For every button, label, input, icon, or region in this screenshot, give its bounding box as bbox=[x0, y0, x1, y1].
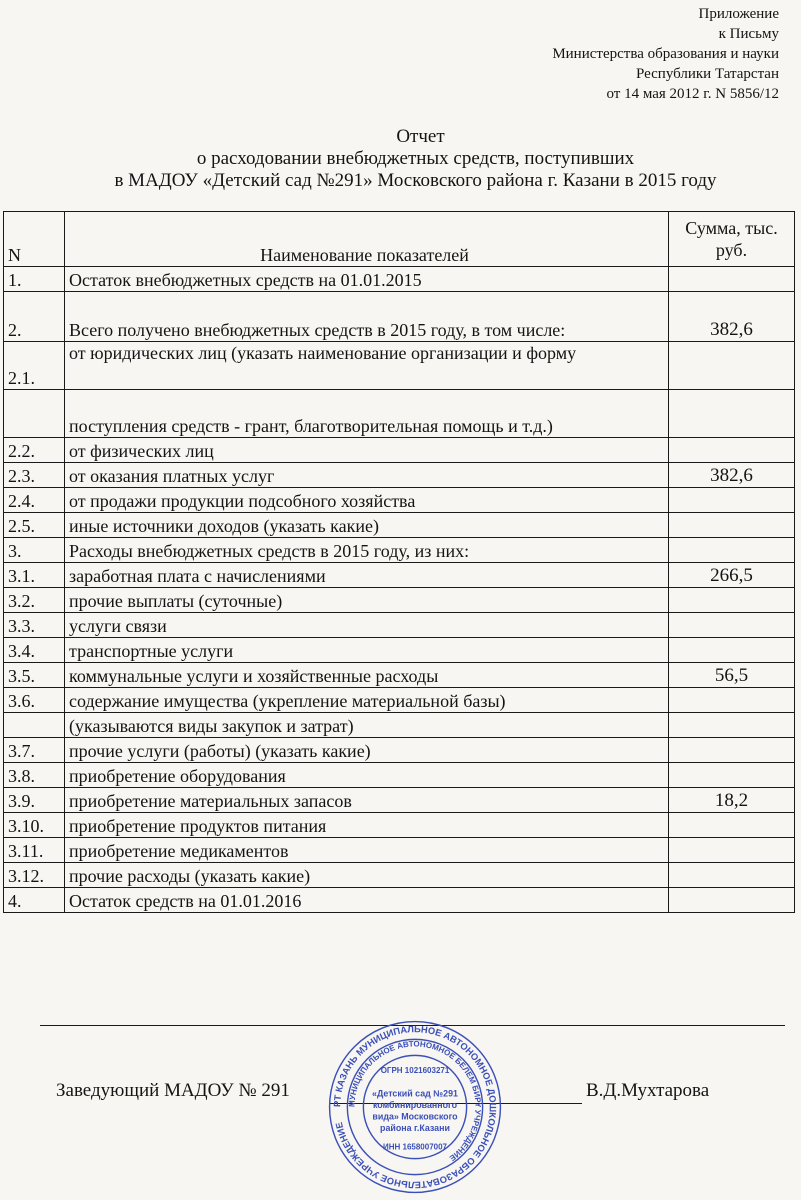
row-value bbox=[669, 588, 795, 613]
stamp-ogrn: ОГРН 1021603271 bbox=[380, 1066, 450, 1076]
row-value bbox=[669, 488, 795, 513]
row-value bbox=[669, 613, 795, 638]
table-row bbox=[4, 888, 795, 913]
row-label: приобретение медикаментов bbox=[65, 838, 669, 863]
row-number: 3.9. bbox=[4, 788, 65, 813]
appendix-line: к Письму bbox=[718, 26, 779, 42]
signer-name: В.Д.Мухтарова bbox=[586, 1080, 710, 1101]
row-number: 3.2. bbox=[4, 588, 65, 613]
table-row bbox=[4, 713, 795, 738]
row-value bbox=[669, 838, 795, 863]
row-label: прочие услуги (работы) (указать какие) bbox=[65, 738, 669, 763]
appendix-line: от 14 мая 2012 г. N 5856/12 bbox=[606, 86, 779, 102]
stamp-center-line: комбинированного bbox=[372, 1099, 458, 1110]
table-row bbox=[4, 838, 795, 863]
stamp-inner-text: МУНИЦИПАЛЬНОЕ АВТОНОМНОЕ БЕЛЕМ БИРҮ УЧРЕЖДЕНИЕ bbox=[347, 1039, 483, 1163]
table-row bbox=[4, 488, 795, 513]
stamp-center-line: района г.Казани bbox=[380, 1123, 450, 1134]
header-name: Наименование показателей bbox=[65, 212, 669, 267]
row-label: приобретение оборудования bbox=[65, 763, 669, 788]
row-number: 3.3. bbox=[4, 613, 65, 638]
row-label: поступления средств - грант, благотворительная помощь и т.д.) bbox=[65, 390, 669, 438]
stamp-inn: ИНН 1658007007 bbox=[382, 1142, 448, 1152]
row-number: 3.5. bbox=[4, 663, 65, 688]
table-row bbox=[4, 788, 795, 813]
row-value bbox=[669, 390, 795, 438]
table-header-row bbox=[4, 212, 795, 267]
row-number: 3.11. bbox=[4, 838, 65, 863]
appendix-line: Министерства образования и науки bbox=[552, 46, 779, 62]
row-label: Остаток средств на 01.01.2016 bbox=[65, 888, 669, 913]
table-row bbox=[4, 463, 795, 488]
row-value bbox=[669, 888, 795, 913]
table-row bbox=[4, 738, 795, 763]
row-label: прочие выплаты (суточные) bbox=[65, 588, 669, 613]
row-value bbox=[669, 438, 795, 463]
table-row bbox=[4, 438, 795, 463]
row-value bbox=[669, 863, 795, 888]
row-number: 2.3. bbox=[4, 463, 65, 488]
table-row bbox=[4, 663, 795, 688]
table-row bbox=[4, 763, 795, 788]
row-number: 3.1. bbox=[4, 563, 65, 588]
table-row bbox=[4, 638, 795, 663]
row-number: 3.12. bbox=[4, 863, 65, 888]
table-row bbox=[4, 292, 795, 342]
table-row bbox=[4, 513, 795, 538]
row-number: 3.6. bbox=[4, 688, 65, 713]
table-row bbox=[4, 588, 795, 613]
row-label: Всего получено внебюджетных средств в 2015 году, в том числе: bbox=[65, 292, 669, 342]
row-label: содержание имущества (укрепление материальной базы) bbox=[65, 688, 669, 713]
row-number: 3.7. bbox=[4, 738, 65, 763]
official-stamp bbox=[326, 1018, 504, 1196]
row-value: 382,6 bbox=[669, 463, 795, 488]
table-row bbox=[4, 342, 795, 390]
row-number: 3.8. bbox=[4, 763, 65, 788]
row-value: 56,5 bbox=[669, 663, 795, 688]
table-row bbox=[4, 563, 795, 588]
row-number bbox=[4, 713, 65, 738]
table-row bbox=[4, 267, 795, 292]
row-value bbox=[669, 513, 795, 538]
row-number: 3.10. bbox=[4, 813, 65, 838]
table-row bbox=[4, 863, 795, 888]
row-number: 2. bbox=[4, 292, 65, 342]
row-value: 266,5 bbox=[669, 563, 795, 588]
stamp-center-line: «Детский сад №291 bbox=[372, 1088, 458, 1099]
row-number bbox=[4, 390, 65, 438]
table-row bbox=[4, 813, 795, 838]
row-value bbox=[669, 713, 795, 738]
row-value bbox=[669, 763, 795, 788]
row-number: 4. bbox=[4, 888, 65, 913]
title-line: Отчет bbox=[396, 126, 445, 147]
row-value bbox=[669, 813, 795, 838]
report-title bbox=[0, 126, 801, 192]
row-label: от физических лиц bbox=[65, 438, 669, 463]
row-label: иные источники доходов (указать какие) bbox=[65, 513, 669, 538]
header-sum: Сумма, тыс. руб. bbox=[669, 212, 795, 267]
signer-title: Заведующий МАДОУ № 291 bbox=[56, 1080, 290, 1101]
row-label: коммунальные услуги и хозяйственные расходы bbox=[65, 663, 669, 688]
row-label: транспортные услуги bbox=[65, 638, 669, 663]
row-label: заработная плата с начислениями bbox=[65, 563, 669, 588]
row-number: 2.1. bbox=[4, 342, 65, 390]
row-value bbox=[669, 738, 795, 763]
row-label: от юридических лиц (указать наименование организации и форму bbox=[65, 342, 669, 390]
table-row bbox=[4, 688, 795, 713]
appendix-header bbox=[552, 4, 779, 104]
row-number: 2.4. bbox=[4, 488, 65, 513]
row-number: 2.2. bbox=[4, 438, 65, 463]
row-label: приобретение материальных запасов bbox=[65, 788, 669, 813]
appendix-line: Приложение bbox=[698, 6, 779, 22]
report-table bbox=[3, 211, 795, 913]
row-value: 18,2 bbox=[669, 788, 795, 813]
row-label: от продажи продукции подсобного хозяйства bbox=[65, 488, 669, 513]
row-value bbox=[669, 688, 795, 713]
row-label: Остаток внебюджетных средств на 01.01.2015 bbox=[65, 267, 669, 292]
header-num: N bbox=[4, 212, 65, 267]
stamp-center-line: вида» Московского bbox=[372, 1111, 458, 1122]
row-value bbox=[669, 342, 795, 390]
row-label: от оказания платных услуг bbox=[65, 463, 669, 488]
row-label: услуги связи bbox=[65, 613, 669, 638]
row-value: 382,6 bbox=[669, 292, 795, 342]
row-value bbox=[669, 638, 795, 663]
row-number: 3. bbox=[4, 538, 65, 563]
table-row bbox=[4, 538, 795, 563]
row-label: (указываются виды закупок и затрат) bbox=[65, 713, 669, 738]
appendix-line: Республики Татарстан bbox=[635, 66, 779, 82]
title-line: в МАДОУ «Детский сад №291» Московского района г. Казани в 2015 году bbox=[114, 170, 717, 191]
row-label: приобретение продуктов питания bbox=[65, 813, 669, 838]
stamp-outer-text: РТ КАЗАНЬ МУНИЦИПАЛЬНОЕ АВТОНОМНОЕ ДОШКОЛЬНОЕ ОБРАЗОВАТЕЛЬНОЕ УЧРЕЖДЕНИЕ bbox=[332, 1024, 498, 1190]
table-row bbox=[4, 390, 795, 438]
row-number: 1. bbox=[4, 267, 65, 292]
row-label: прочие расходы (указать какие) bbox=[65, 863, 669, 888]
table-row bbox=[4, 613, 795, 638]
row-number: 2.5. bbox=[4, 513, 65, 538]
title-line: о расходовании внебюджетных средств, поступивших bbox=[196, 148, 635, 169]
row-value bbox=[669, 267, 795, 292]
row-label: Расходы внебюджетных средств в 2015 году, из них: bbox=[65, 538, 669, 563]
row-value bbox=[669, 538, 795, 563]
row-number: 3.4. bbox=[4, 638, 65, 663]
